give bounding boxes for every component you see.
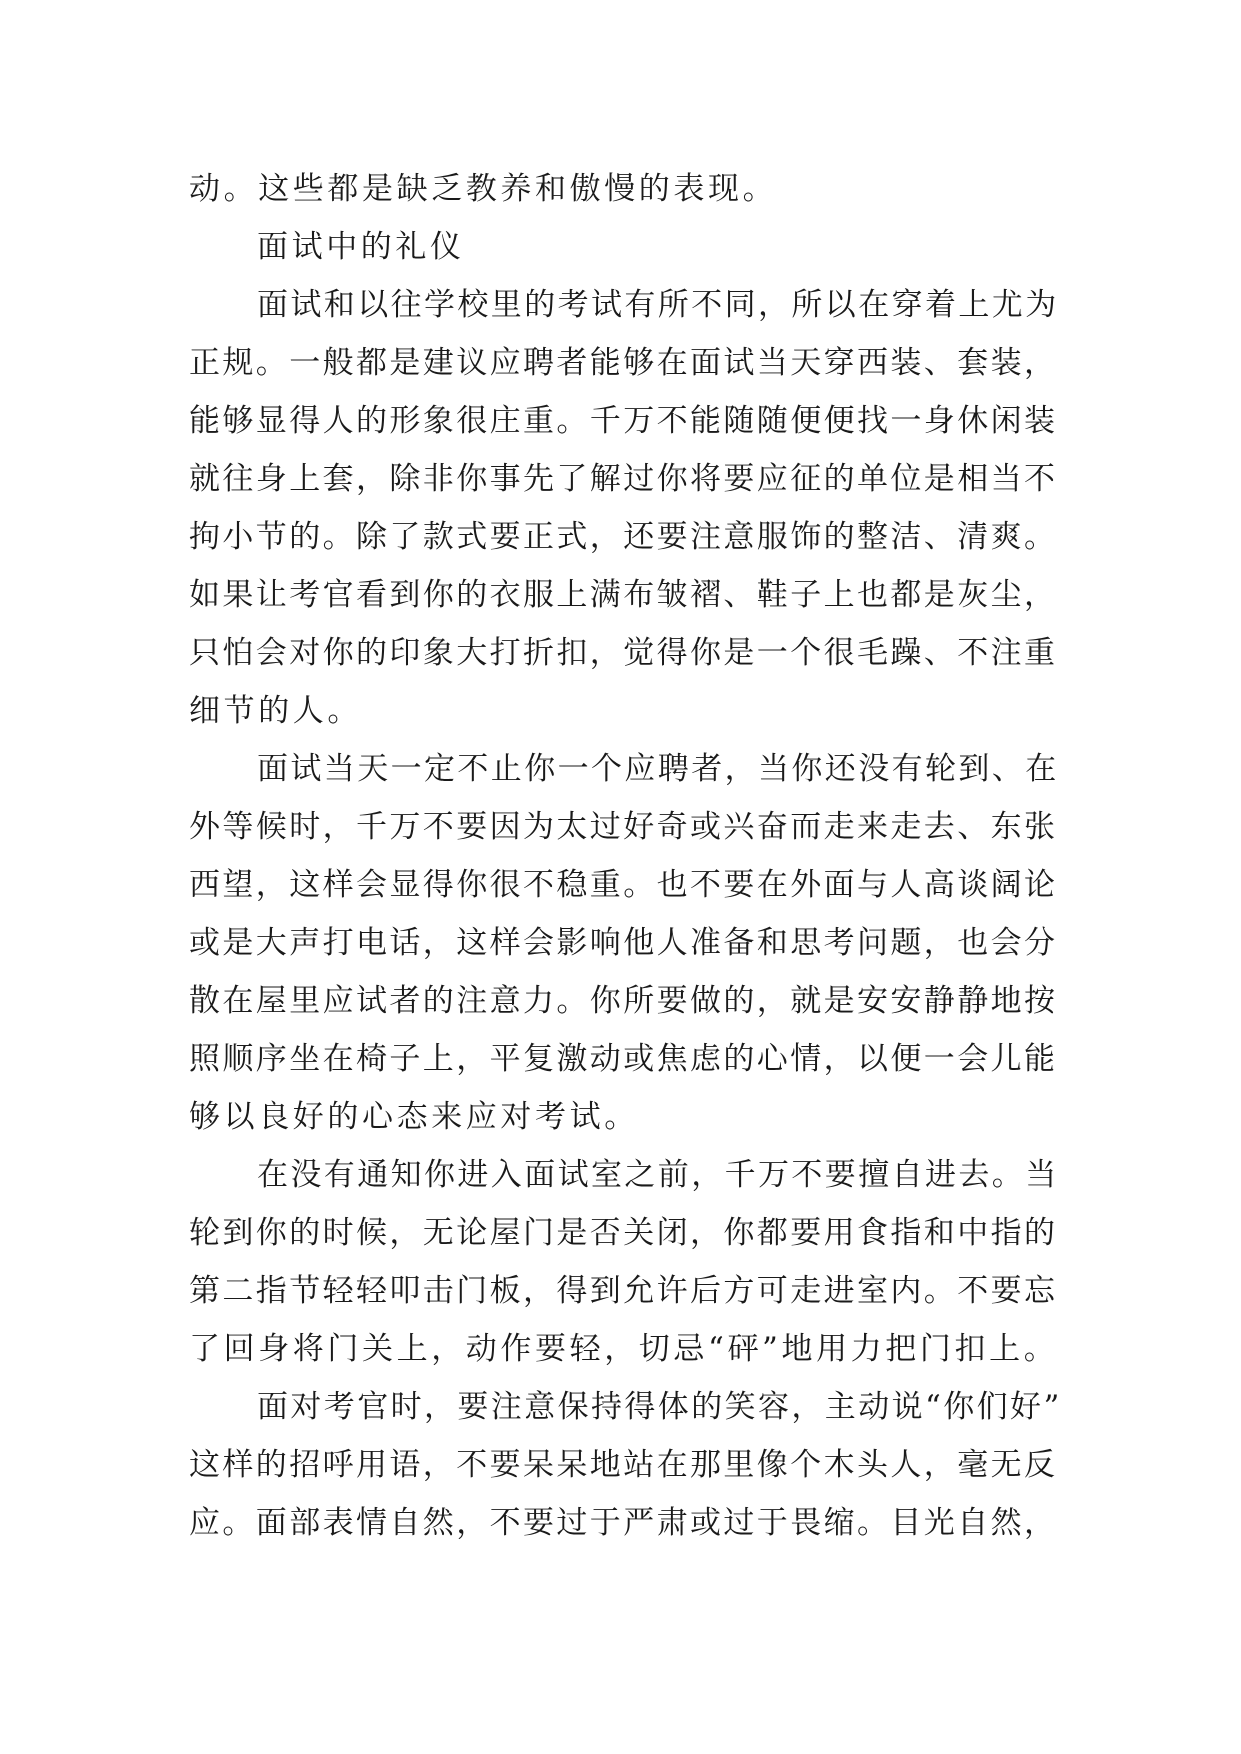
text-line: 动。这些都是缺乏教养和傲慢的表现。 [189, 171, 778, 207]
text-line: 了回身将门关上，动作要轻，切忌“砰”地用力把门扣上。 [189, 1331, 1059, 1367]
text-line: 如果让考官看到你的衣服上满布皱褶、鞋子上也都是灰尘， [189, 577, 1058, 613]
text-line: 这样的招呼用语，不要呆呆地站在那里像个木头人，毫无反 [189, 1447, 1058, 1483]
document-body [189, 160, 1064, 1552]
text-line: 面对考官时，要注意保持得体的笑容，主动说“你们好” [257, 1389, 1062, 1425]
text-line: 细节的人。 [189, 693, 362, 729]
text-line: 拘小节的。除了款式要正式，还要注意服饰的整洁、清爽。 [189, 519, 1058, 555]
text-line: 只怕会对你的印象大打折扣，觉得你是一个很毛躁、不注重 [189, 635, 1058, 671]
text-line: 散在屋里应试者的注意力。你所要做的，就是安安静静地按 [189, 983, 1058, 1019]
text-line: 西望，这样会显得你很不稳重。也不要在外面与人高谈阔论 [189, 867, 1058, 903]
text-line: 能够显得人的形象很庄重。千万不能随随便便找一身休闲装 [189, 403, 1058, 439]
text-line: 面试中的礼仪 [257, 229, 465, 265]
text-line: 面试和以往学校里的考试有所不同，所以在穿着上尤为 [257, 287, 1059, 323]
text-line: 轮到你的时候，无论屋门是否关闭，你都要用食指和中指的 [189, 1215, 1058, 1251]
text-line: 第二指节轻轻叩击门板，得到允许后方可走进室内。不要忘 [189, 1273, 1058, 1309]
text-line: 外等候时，千万不要因为太过好奇或兴奋而走来走去、东张 [189, 809, 1058, 845]
text-line: 在没有通知你进入面试室之前，千万不要擅自进去。当 [257, 1157, 1059, 1193]
text-line: 面试当天一定不止你一个应聘者，当你还没有轮到、在 [257, 751, 1059, 787]
text-line: 应。面部表情自然，不要过于严肃或过于畏缩。目光自然， [189, 1505, 1058, 1541]
text-line: 就往身上套，除非你事先了解过你将要应征的单位是相当不 [189, 461, 1058, 497]
text-line: 正规。一般都是建议应聘者能够在面试当天穿西装、套装， [189, 345, 1058, 381]
text-line: 够以良好的心态来应对考试。 [189, 1099, 639, 1135]
text-line: 或是大声打电话，这样会影响他人准备和思考问题，也会分 [189, 925, 1058, 961]
text-line: 照顺序坐在椅子上，平复激动或焦虑的心情，以便一会儿能 [189, 1041, 1058, 1077]
